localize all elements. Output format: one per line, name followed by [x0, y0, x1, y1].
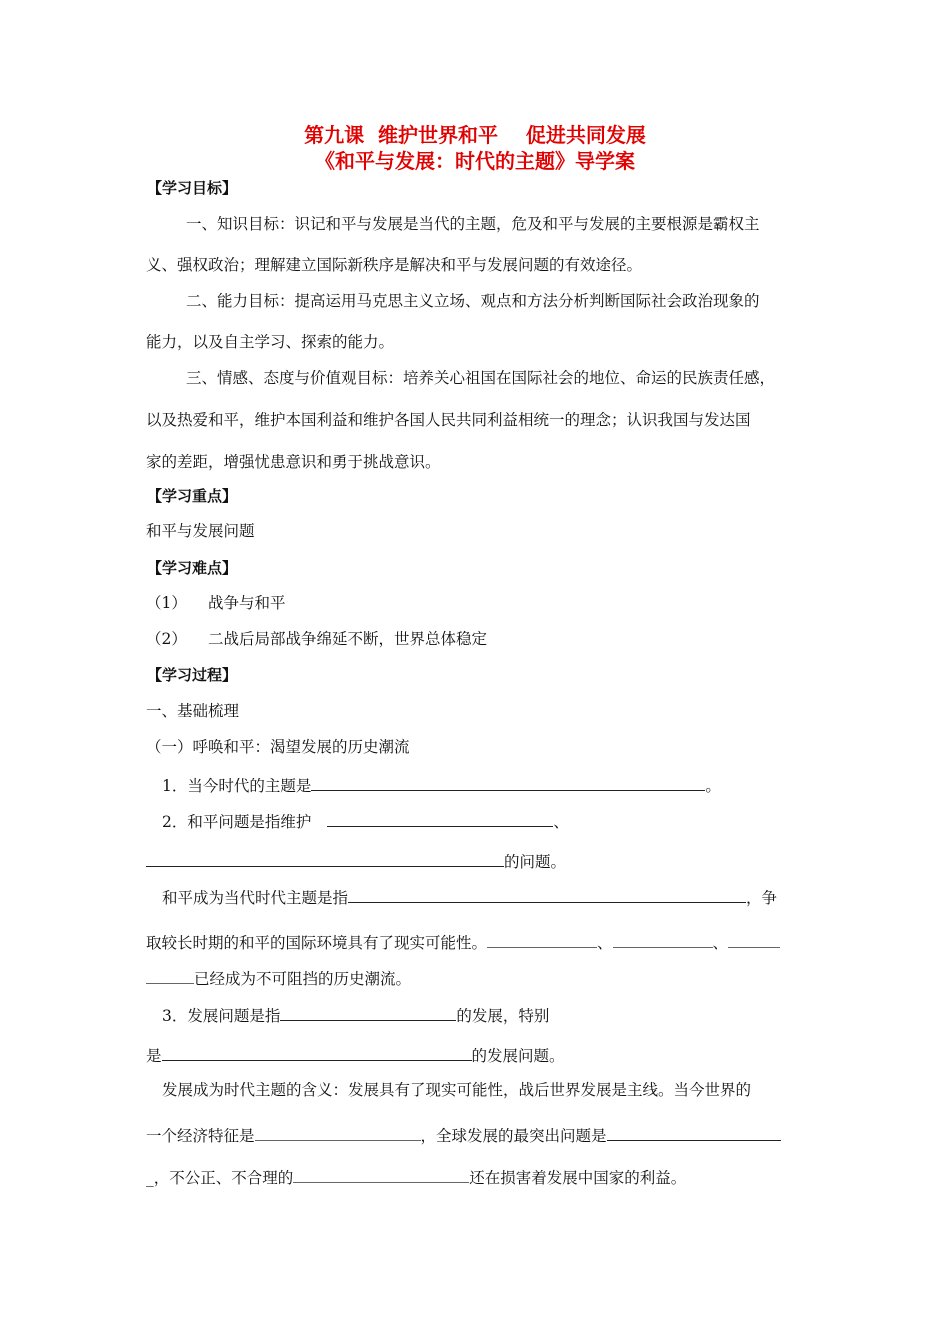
development-order-end: 还在损害着发展中国家的利益。: [469, 1169, 687, 1187]
development-feature: [146, 1124, 781, 1146]
goal-ability-line2: 能力，以及自主学习、探索的能力。: [146, 333, 395, 351]
development-feature-prompt: 一个经济特征是: [146, 1127, 255, 1145]
question-2: [162, 810, 569, 832]
answer-blank[interactable]: [348, 886, 746, 903]
answer-blank[interactable]: [327, 810, 553, 827]
question-3-cont: [146, 1044, 565, 1066]
peace-meaning: [162, 886, 777, 908]
question-1-prompt: 1．当今时代的主题是: [162, 777, 312, 795]
subsection-heading: （一）呼唤和平：渴望发展的历史潮流: [146, 738, 410, 756]
answer-blank[interactable]: [607, 1124, 781, 1141]
peace-meaning-mid: ，争: [746, 889, 778, 907]
question-3-prompt: 3．发展问题是指: [162, 1007, 281, 1025]
goals-heading: 【学习目标】: [147, 179, 238, 197]
answer-blank[interactable]: [146, 850, 504, 867]
peace-meaning-cont: [146, 931, 780, 953]
answer-blank[interactable]: [613, 931, 713, 948]
question-2-end: 的问题。: [504, 853, 567, 871]
development-meaning: 发展成为时代主题的含义：发展具有了现实可能性，战后世界发展是主线。当今世界的: [162, 1081, 752, 1099]
question-2-prompt: 2．和平问题是指维护: [162, 813, 312, 831]
question-1-end: 。: [705, 777, 721, 795]
difficulty-item-text: 战争与和平: [208, 594, 286, 612]
process-heading: 【学习过程】: [147, 666, 238, 684]
separator: 、: [597, 934, 613, 952]
difficulty-item: [146, 629, 487, 649]
goal-emotion-line1: 三、情感、态度与价值观目标：培养关心祖国在国际社会的地位、命运的民族责任感，: [186, 369, 776, 387]
focus-text: 和平与发展问题: [146, 522, 255, 540]
answer-blank[interactable]: [311, 774, 705, 791]
section-heading: 一、基础梳理: [146, 702, 240, 720]
answer-blank[interactable]: [293, 1166, 469, 1183]
question-2-cont: [146, 850, 566, 872]
goal-emotion-line3: 家的差距，增强忧患意识和勇于挑战意识。: [146, 453, 441, 471]
question-3-prefix: 是: [146, 1047, 162, 1065]
development-order: [146, 1166, 686, 1188]
development-problem-prompt: ，全球发展的最突出问题是: [420, 1127, 607, 1145]
difficulty-item-number: （2）: [146, 630, 187, 648]
lesson-title: 第九课 维护世界和平 促进共同发展: [304, 123, 646, 147]
difficulty-item: [146, 593, 286, 613]
peace-meaning-text: 取较长时期的和平的国际环境具有了现实可能性。: [146, 934, 488, 952]
answer-blank[interactable]: [146, 967, 194, 984]
question-3: [162, 1004, 549, 1026]
question-1: [162, 774, 721, 796]
goal-knowledge-line1: 一、知识目标：识记和平与发展是当代的主题，危及和平与发展的主要根源是霸权主: [186, 215, 760, 233]
peace-trend-text: 已经成为不可阻挡的历史潮流。: [194, 970, 412, 988]
difficulty-item-number: （1）: [146, 594, 187, 612]
question-3-end: 的发展问题。: [471, 1047, 565, 1065]
peace-trend: [146, 967, 411, 989]
focus-heading: 【学习重点】: [147, 487, 238, 505]
goal-ability-line1: 二、能力目标：提高运用马克思主义立场、观点和方法分析判断国际社会政治现象的: [186, 292, 760, 310]
difficulty-heading: 【学习难点】: [147, 559, 238, 577]
difficulty-item-text: 二战后局部战争绵延不断，世界总体稳定: [208, 630, 488, 648]
answer-blank[interactable]: [162, 1044, 472, 1061]
separator: 、: [712, 934, 729, 952]
development-order-prompt: _，不公正、不合理的: [146, 1169, 294, 1187]
peace-meaning-prompt: 和平成为当代时代主题是指: [162, 889, 349, 907]
question-3-mid: 的发展，特别: [456, 1007, 550, 1025]
lesson-subtitle: 《和平与发展：时代的主题》导学案: [315, 149, 635, 173]
answer-blank[interactable]: [280, 1004, 456, 1021]
question-2-sep: 、: [553, 813, 569, 831]
answer-blank[interactable]: [487, 931, 597, 948]
goal-knowledge-line2: 义、强权政治；理解建立国际新秩序是解决和平与发展问题的有效途径。: [146, 256, 643, 274]
answer-blank[interactable]: [255, 1124, 421, 1141]
goal-emotion-line2: 以及热爱和平，维护本国利益和维护各国人民共同利益相统一的理念；认识我国与发达国: [146, 411, 751, 429]
answer-blank[interactable]: [728, 931, 780, 948]
